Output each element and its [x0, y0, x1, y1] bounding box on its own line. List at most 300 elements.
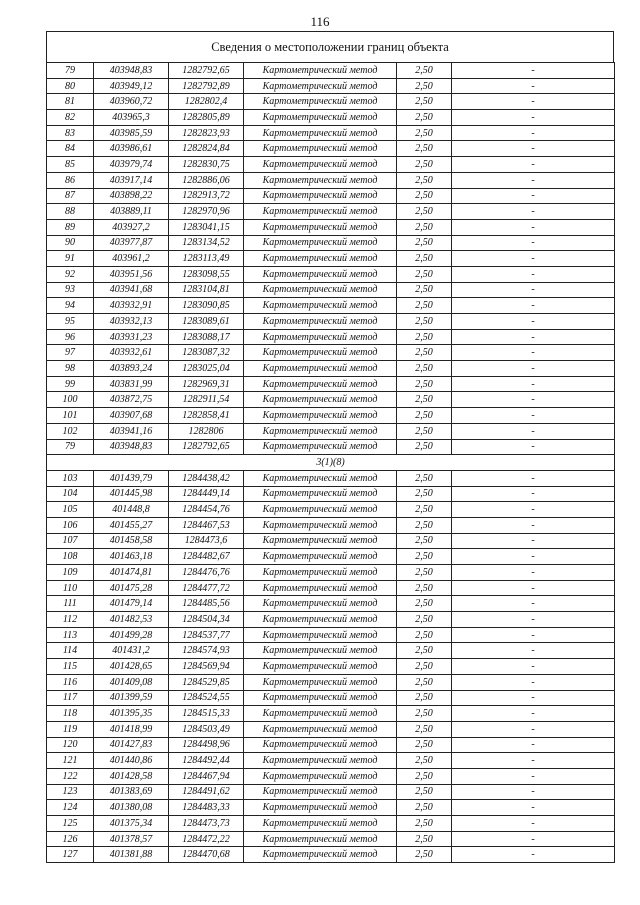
description-cell: - — [452, 376, 615, 392]
table-row — [47, 768, 615, 784]
method-cell: Картометрический метод — [244, 612, 397, 628]
accuracy-cell: 2,50 — [397, 659, 452, 675]
method-cell: Картометрический метод — [244, 94, 397, 110]
x-coordinate-cell: 401455,27 — [94, 517, 169, 533]
accuracy-cell: 2,50 — [397, 580, 452, 596]
description-cell: - — [452, 94, 615, 110]
table-row — [47, 831, 615, 847]
y-coordinate-cell: 1284467,94 — [169, 768, 244, 784]
y-coordinate-cell: 1283134,52 — [169, 235, 244, 251]
accuracy-cell: 2,50 — [397, 329, 452, 345]
point-number-cell: 79 — [47, 63, 94, 79]
description-cell: - — [452, 345, 615, 361]
y-coordinate-cell: 1282805,89 — [169, 110, 244, 126]
point-number-cell: 106 — [47, 517, 94, 533]
method-cell: Картометрический метод — [244, 565, 397, 581]
accuracy-cell: 2,50 — [397, 690, 452, 706]
table-row — [47, 376, 615, 392]
table-row — [47, 517, 615, 533]
accuracy-cell: 2,50 — [397, 63, 452, 79]
accuracy-cell: 2,50 — [397, 314, 452, 330]
section-label: 3(1)(8) — [47, 455, 615, 471]
point-number-cell: 95 — [47, 314, 94, 330]
x-coordinate-cell: 401482,53 — [94, 612, 169, 628]
point-number-cell: 86 — [47, 172, 94, 188]
accuracy-cell: 2,50 — [397, 204, 452, 220]
description-cell: - — [452, 784, 615, 800]
accuracy-cell: 2,50 — [397, 266, 452, 282]
y-coordinate-cell: 1284472,22 — [169, 831, 244, 847]
method-cell: Картометрический метод — [244, 721, 397, 737]
accuracy-cell: 2,50 — [397, 219, 452, 235]
description-cell: - — [452, 517, 615, 533]
point-number-cell: 111 — [47, 596, 94, 612]
x-coordinate-cell: 403898,22 — [94, 188, 169, 204]
accuracy-cell: 2,50 — [397, 816, 452, 832]
description-cell: - — [452, 298, 615, 314]
y-coordinate-cell: 1282911,54 — [169, 392, 244, 408]
accuracy-cell: 2,50 — [397, 282, 452, 298]
method-cell: Картометрический метод — [244, 596, 397, 612]
point-number-cell: 105 — [47, 502, 94, 518]
description-cell: - — [452, 800, 615, 816]
method-cell: Картометрический метод — [244, 361, 397, 377]
description-cell: - — [452, 235, 615, 251]
x-coordinate-cell: 403977,87 — [94, 235, 169, 251]
table-row — [47, 643, 615, 659]
table-row — [47, 219, 615, 235]
x-coordinate-cell: 401399,59 — [94, 690, 169, 706]
method-cell: Картометрический метод — [244, 753, 397, 769]
boundary-coordinates-table — [46, 62, 615, 863]
x-coordinate-cell: 403985,59 — [94, 125, 169, 141]
x-coordinate-cell: 403917,14 — [94, 172, 169, 188]
description-cell: - — [452, 219, 615, 235]
point-number-cell: 127 — [47, 847, 94, 863]
y-coordinate-cell: 1283041,15 — [169, 219, 244, 235]
y-coordinate-cell: 1284515,33 — [169, 706, 244, 722]
y-coordinate-cell: 1284467,53 — [169, 517, 244, 533]
description-cell: - — [452, 737, 615, 753]
point-number-cell: 119 — [47, 721, 94, 737]
description-cell: - — [452, 408, 615, 424]
table-row — [47, 784, 615, 800]
method-cell: Картометрический метод — [244, 643, 397, 659]
table-row — [47, 502, 615, 518]
point-number-cell: 87 — [47, 188, 94, 204]
y-coordinate-cell: 1282792,65 — [169, 439, 244, 455]
x-coordinate-cell: 401428,65 — [94, 659, 169, 675]
method-cell: Картометрический метод — [244, 439, 397, 455]
x-coordinate-cell: 403960,72 — [94, 94, 169, 110]
y-coordinate-cell: 1283087,32 — [169, 345, 244, 361]
table-row — [47, 188, 615, 204]
x-coordinate-cell: 403893,24 — [94, 361, 169, 377]
description-cell: - — [452, 282, 615, 298]
method-cell: Картометрический метод — [244, 816, 397, 832]
table-row — [47, 141, 615, 157]
point-number-cell: 122 — [47, 768, 94, 784]
point-number-cell: 100 — [47, 392, 94, 408]
accuracy-cell: 2,50 — [397, 470, 452, 486]
method-cell: Картометрический метод — [244, 706, 397, 722]
description-cell: - — [452, 204, 615, 220]
point-number-cell: 114 — [47, 643, 94, 659]
x-coordinate-cell: 403961,2 — [94, 251, 169, 267]
y-coordinate-cell: 1284492,44 — [169, 753, 244, 769]
description-cell: - — [452, 314, 615, 330]
table-row — [47, 737, 615, 753]
method-cell: Картометрический метод — [244, 172, 397, 188]
x-coordinate-cell: 403979,74 — [94, 157, 169, 173]
method-cell: Картометрический метод — [244, 219, 397, 235]
description-cell: - — [452, 847, 615, 863]
x-coordinate-cell: 401380,08 — [94, 800, 169, 816]
x-coordinate-cell: 401439,79 — [94, 470, 169, 486]
table-row — [47, 110, 615, 126]
x-coordinate-cell: 401395,35 — [94, 706, 169, 722]
method-cell: Картометрический метод — [244, 580, 397, 596]
method-cell: Картометрический метод — [244, 157, 397, 173]
method-cell: Картометрический метод — [244, 63, 397, 79]
method-cell: Картометрический метод — [244, 78, 397, 94]
accuracy-cell: 2,50 — [397, 565, 452, 581]
accuracy-cell: 2,50 — [397, 94, 452, 110]
accuracy-cell: 2,50 — [397, 674, 452, 690]
method-cell: Картометрический метод — [244, 517, 397, 533]
y-coordinate-cell: 1283098,55 — [169, 266, 244, 282]
accuracy-cell: 2,50 — [397, 502, 452, 518]
method-cell: Картометрический метод — [244, 110, 397, 126]
accuracy-cell: 2,50 — [397, 125, 452, 141]
y-coordinate-cell: 1282824,84 — [169, 141, 244, 157]
y-coordinate-cell: 1284477,72 — [169, 580, 244, 596]
point-number-cell: 102 — [47, 423, 94, 439]
accuracy-cell: 2,50 — [397, 753, 452, 769]
method-cell: Картометрический метод — [244, 392, 397, 408]
boundary-table-container — [46, 31, 614, 863]
accuracy-cell: 2,50 — [397, 847, 452, 863]
x-coordinate-cell: 403941,68 — [94, 282, 169, 298]
method-cell: Картометрический метод — [244, 266, 397, 282]
x-coordinate-cell: 401428,58 — [94, 768, 169, 784]
y-coordinate-cell: 1282830,75 — [169, 157, 244, 173]
description-cell: - — [452, 612, 615, 628]
x-coordinate-cell: 403932,61 — [94, 345, 169, 361]
accuracy-cell: 2,50 — [397, 784, 452, 800]
table-row — [47, 345, 615, 361]
description-cell: - — [452, 721, 615, 737]
description-cell: - — [452, 502, 615, 518]
point-number-cell: 93 — [47, 282, 94, 298]
accuracy-cell: 2,50 — [397, 549, 452, 565]
point-number-cell: 126 — [47, 831, 94, 847]
description-cell: - — [452, 361, 615, 377]
y-coordinate-cell: 1284454,76 — [169, 502, 244, 518]
table-row — [47, 486, 615, 502]
accuracy-cell: 2,50 — [397, 800, 452, 816]
x-coordinate-cell: 403831,99 — [94, 376, 169, 392]
method-cell: Картометрический метод — [244, 329, 397, 345]
description-cell: - — [452, 753, 615, 769]
method-cell: Картометрический метод — [244, 847, 397, 863]
point-number-cell: 109 — [47, 565, 94, 581]
accuracy-cell: 2,50 — [397, 627, 452, 643]
y-coordinate-cell: 1284476,76 — [169, 565, 244, 581]
accuracy-cell: 2,50 — [397, 768, 452, 784]
point-number-cell: 92 — [47, 266, 94, 282]
y-coordinate-cell: 1284529,85 — [169, 674, 244, 690]
table-row — [47, 800, 615, 816]
x-coordinate-cell: 401381,88 — [94, 847, 169, 863]
table-title: Сведения о местоположении границ объекта — [46, 31, 614, 62]
table-row — [47, 439, 615, 455]
description-cell: - — [452, 423, 615, 439]
x-coordinate-cell: 401475,28 — [94, 580, 169, 596]
point-number-cell: 124 — [47, 800, 94, 816]
x-coordinate-cell: 403941,16 — [94, 423, 169, 439]
method-cell: Картометрический метод — [244, 831, 397, 847]
accuracy-cell: 2,50 — [397, 408, 452, 424]
y-coordinate-cell: 1284449,14 — [169, 486, 244, 502]
point-number-cell: 120 — [47, 737, 94, 753]
description-cell: - — [452, 706, 615, 722]
accuracy-cell: 2,50 — [397, 157, 452, 173]
point-number-cell: 97 — [47, 345, 94, 361]
y-coordinate-cell: 1282802,4 — [169, 94, 244, 110]
y-coordinate-cell: 1284485,56 — [169, 596, 244, 612]
table-row — [47, 816, 615, 832]
method-cell: Картометрический метод — [244, 768, 397, 784]
table-row — [47, 674, 615, 690]
table-row — [47, 423, 615, 439]
y-coordinate-cell: 1282913,72 — [169, 188, 244, 204]
method-cell: Картометрический метод — [244, 486, 397, 502]
x-coordinate-cell: 403927,2 — [94, 219, 169, 235]
method-cell: Картометрический метод — [244, 549, 397, 565]
table-row — [47, 235, 615, 251]
table-row — [47, 125, 615, 141]
y-coordinate-cell: 1284473,73 — [169, 816, 244, 832]
point-number-cell: 83 — [47, 125, 94, 141]
method-cell: Картометрический метод — [244, 204, 397, 220]
table-row — [47, 565, 615, 581]
y-coordinate-cell: 1283104,81 — [169, 282, 244, 298]
table-row — [47, 361, 615, 377]
table-row — [47, 470, 615, 486]
table-row — [47, 329, 615, 345]
method-cell: Картометрический метод — [244, 690, 397, 706]
accuracy-cell: 2,50 — [397, 78, 452, 94]
accuracy-cell: 2,50 — [397, 486, 452, 502]
description-cell: - — [452, 188, 615, 204]
table-row — [47, 753, 615, 769]
x-coordinate-cell: 403907,68 — [94, 408, 169, 424]
table-row — [47, 392, 615, 408]
y-coordinate-cell: 1283025,04 — [169, 361, 244, 377]
table-row — [47, 157, 615, 173]
accuracy-cell: 2,50 — [397, 172, 452, 188]
x-coordinate-cell: 401445,98 — [94, 486, 169, 502]
accuracy-cell: 2,50 — [397, 439, 452, 455]
point-number-cell: 88 — [47, 204, 94, 220]
point-number-cell: 116 — [47, 674, 94, 690]
x-coordinate-cell: 401409,08 — [94, 674, 169, 690]
point-number-cell: 112 — [47, 612, 94, 628]
section-header-row — [47, 455, 615, 471]
method-cell: Картометрический метод — [244, 627, 397, 643]
accuracy-cell: 2,50 — [397, 188, 452, 204]
point-number-cell: 79 — [47, 439, 94, 455]
x-coordinate-cell: 401448,8 — [94, 502, 169, 518]
description-cell: - — [452, 690, 615, 706]
table-row — [47, 706, 615, 722]
description-cell: - — [452, 643, 615, 659]
description-cell: - — [452, 470, 615, 486]
point-number-cell: 103 — [47, 470, 94, 486]
point-number-cell: 84 — [47, 141, 94, 157]
table-row — [47, 94, 615, 110]
method-cell: Картометрический метод — [244, 141, 397, 157]
table-row — [47, 63, 615, 79]
table-row — [47, 690, 615, 706]
description-cell: - — [452, 580, 615, 596]
y-coordinate-cell: 1284438,42 — [169, 470, 244, 486]
accuracy-cell: 2,50 — [397, 141, 452, 157]
point-number-cell: 89 — [47, 219, 94, 235]
accuracy-cell: 2,50 — [397, 345, 452, 361]
point-number-cell: 82 — [47, 110, 94, 126]
accuracy-cell: 2,50 — [397, 643, 452, 659]
table-row — [47, 282, 615, 298]
accuracy-cell: 2,50 — [397, 612, 452, 628]
table-row — [47, 251, 615, 267]
description-cell: - — [452, 533, 615, 549]
y-coordinate-cell: 1284482,67 — [169, 549, 244, 565]
x-coordinate-cell: 403948,83 — [94, 63, 169, 79]
page-number: 116 — [310, 14, 330, 29]
accuracy-cell: 2,50 — [397, 110, 452, 126]
description-cell: - — [452, 627, 615, 643]
y-coordinate-cell: 1282970,96 — [169, 204, 244, 220]
x-coordinate-cell: 401474,81 — [94, 565, 169, 581]
method-cell: Картометрический метод — [244, 784, 397, 800]
x-coordinate-cell: 403951,56 — [94, 266, 169, 282]
point-number-cell: 91 — [47, 251, 94, 267]
description-cell: - — [452, 157, 615, 173]
description-cell: - — [452, 266, 615, 282]
table-row — [47, 596, 615, 612]
table-row — [47, 533, 615, 549]
x-coordinate-cell: 401463,18 — [94, 549, 169, 565]
point-number-cell: 80 — [47, 78, 94, 94]
table-row — [47, 298, 615, 314]
method-cell: Картометрический метод — [244, 737, 397, 753]
accuracy-cell: 2,50 — [397, 235, 452, 251]
method-cell: Картометрический метод — [244, 125, 397, 141]
point-number-cell: 99 — [47, 376, 94, 392]
accuracy-cell: 2,50 — [397, 392, 452, 408]
description-cell: - — [452, 251, 615, 267]
point-number-cell: 81 — [47, 94, 94, 110]
y-coordinate-cell: 1284504,34 — [169, 612, 244, 628]
x-coordinate-cell: 401427,83 — [94, 737, 169, 753]
description-cell: - — [452, 125, 615, 141]
description-cell: - — [452, 439, 615, 455]
x-coordinate-cell: 401378,57 — [94, 831, 169, 847]
method-cell: Картометрический метод — [244, 251, 397, 267]
method-cell: Картометрический метод — [244, 408, 397, 424]
accuracy-cell: 2,50 — [397, 533, 452, 549]
accuracy-cell: 2,50 — [397, 423, 452, 439]
y-coordinate-cell: 1283090,85 — [169, 298, 244, 314]
table-row — [47, 204, 615, 220]
point-number-cell: 115 — [47, 659, 94, 675]
x-coordinate-cell: 403948,83 — [94, 439, 169, 455]
description-cell: - — [452, 565, 615, 581]
accuracy-cell: 2,50 — [397, 706, 452, 722]
y-coordinate-cell: 1284503,49 — [169, 721, 244, 737]
y-coordinate-cell: 1284574,93 — [169, 643, 244, 659]
method-cell: Картометрический метод — [244, 345, 397, 361]
accuracy-cell: 2,50 — [397, 361, 452, 377]
table-row — [47, 408, 615, 424]
point-number-cell: 113 — [47, 627, 94, 643]
description-cell: - — [452, 110, 615, 126]
y-coordinate-cell: 1284491,62 — [169, 784, 244, 800]
description-cell: - — [452, 768, 615, 784]
description-cell: - — [452, 329, 615, 345]
point-number-cell: 90 — [47, 235, 94, 251]
table-row — [47, 721, 615, 737]
table-row — [47, 314, 615, 330]
table-row — [47, 612, 615, 628]
method-cell: Картометрический метод — [244, 314, 397, 330]
x-coordinate-cell: 401383,69 — [94, 784, 169, 800]
description-cell: - — [452, 659, 615, 675]
accuracy-cell: 2,50 — [397, 517, 452, 533]
x-coordinate-cell: 401440,86 — [94, 753, 169, 769]
table-row — [47, 266, 615, 282]
description-cell: - — [452, 674, 615, 690]
x-coordinate-cell: 401458,58 — [94, 533, 169, 549]
y-coordinate-cell: 1283088,17 — [169, 329, 244, 345]
accuracy-cell: 2,50 — [397, 298, 452, 314]
description-cell: - — [452, 172, 615, 188]
point-number-cell: 110 — [47, 580, 94, 596]
y-coordinate-cell: 1282969,31 — [169, 376, 244, 392]
x-coordinate-cell: 403932,13 — [94, 314, 169, 330]
x-coordinate-cell: 403931,23 — [94, 329, 169, 345]
x-coordinate-cell: 401418,99 — [94, 721, 169, 737]
method-cell: Картометрический метод — [244, 533, 397, 549]
y-coordinate-cell: 1283089,61 — [169, 314, 244, 330]
point-number-cell: 94 — [47, 298, 94, 314]
y-coordinate-cell: 1283113,49 — [169, 251, 244, 267]
table-row — [47, 847, 615, 863]
x-coordinate-cell: 403932,91 — [94, 298, 169, 314]
table-body — [47, 63, 615, 863]
x-coordinate-cell: 401499,28 — [94, 627, 169, 643]
description-cell: - — [452, 831, 615, 847]
accuracy-cell: 2,50 — [397, 251, 452, 267]
point-number-cell: 117 — [47, 690, 94, 706]
description-cell: - — [452, 596, 615, 612]
method-cell: Картометрический метод — [244, 282, 397, 298]
x-coordinate-cell: 403986,61 — [94, 141, 169, 157]
y-coordinate-cell: 1282858,41 — [169, 408, 244, 424]
y-coordinate-cell: 1284470,68 — [169, 847, 244, 863]
